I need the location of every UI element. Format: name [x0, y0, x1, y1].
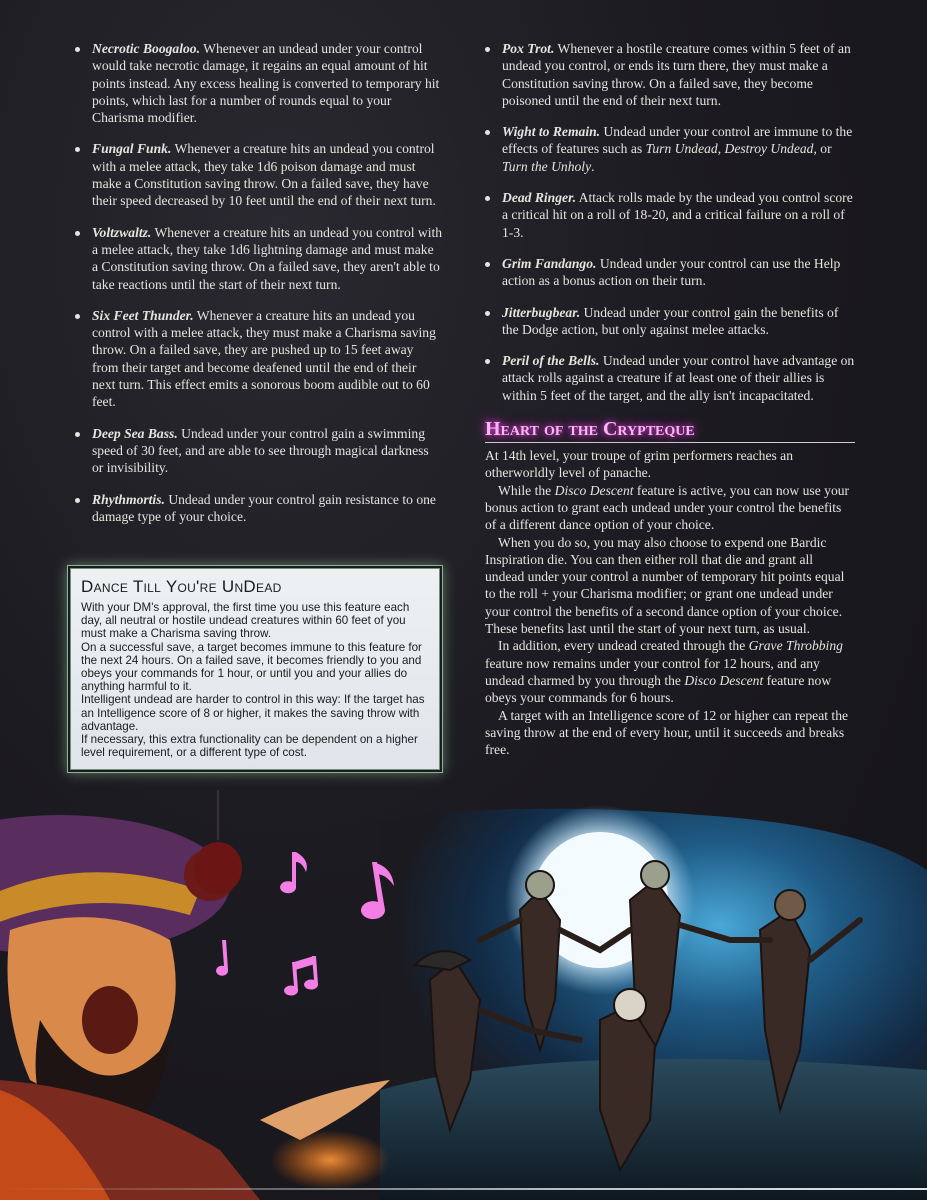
section-body: [485, 447, 855, 758]
section-paragraph: A target with an Intelligence score of 12 or higher can repeat the saving throw at the end of every hour, until it succeeds and breaks free.: [485, 707, 849, 758]
sidebar-box: [70, 568, 440, 770]
section-paragraph: While the Disco Descent feature is active, you can now use your bonus action to grant each undead under your control the benefits of a different dance option of your choice.: [485, 482, 850, 533]
page-footer-rule: [0, 1188, 927, 1190]
feature-deep-sea-bass: Deep Sea Bass. Undead under your control gain a swimming speed of 30 feet, and are able to see through magical darkness or invisibility.: [75, 425, 443, 477]
feature-wight-to-remain: Wight to Remain. Undead under your control are immune to the effects of features such as Turn Undead, Destroy Undead, or Turn the Unholy.: [485, 123, 855, 175]
feature-rhythmortis: Rhythmortis. Undead under your control gain resistance to one damage type of your choice.: [75, 491, 443, 526]
section-paragraph: In addition, every undead created through the Grave Throbbing feature now remains under your control for 12 hours, and any undead charmed by you through the Disco Descent feature now obeys your commands for 6 hours.: [485, 638, 843, 706]
left-feature-list: [75, 40, 443, 525]
sidebar-paragraph: On a successful save, a target becomes immune to this feature for the next 24 hours. On a failed save, it becomes friendly to you and obeys your commands for 1 hour, or until you and your allies do anything harmful to it.: [81, 640, 422, 694]
sidebar-paragraph: Intelligent undead are harder to control in this way: If the target has an Intelligence score of 8 or higher, it makes the saving throw with advantage.: [81, 693, 425, 733]
heading-divider: [485, 442, 855, 443]
sidebar-paragraph: If necessary, this extra functionality can be dependent on a higher level requirement, or a different type of cost.: [81, 733, 418, 760]
left-column: [75, 40, 443, 539]
music-note-icon: [216, 852, 394, 996]
section-paragraph: When you do so, you may also choose to expend one Bardic Inspiration die. You can then either roll that die and grant all undead under your control a number of temporary hit points equal to the roll + your Charisma modifier; or grant one undead under your control the benefits of a second dance option of your choice. These benefits last until the start of your next turn, as usual.: [485, 534, 845, 637]
feature-necrotic-boogaloo: Necrotic Boogaloo. Whenever an undead under your control would take necrotic damage, it regains an equal amount of hit points instead. Any excess healing is converted to temporary hit points, which last for a number of rounds equal to your Charisma modifier.: [75, 40, 443, 126]
feature-dead-ringer: Dead Ringer. Attack rolls made by the undead you control score a critical hit on a roll of 18-20, and a critical failure on a roll of 1-3.: [485, 189, 855, 241]
sidebar-title: Dance Till You're UnDead: [81, 577, 282, 596]
feature-peril-of-the-bells: Peril of the Bells. Undead under your control have advantage on attack rolls against a creature if at least one of their allies is within 5 feet of the target, and the ally isn't incapacitated.: [485, 352, 855, 404]
feature-fungal-funk: Fungal Funk. Whenever a creature hits an undead you control with a melee attack, they take 1d6 poison damage and must make a Constitution saving throw. On a failed save, they have their speed decreased by 10 feet until the end of their next turn.: [75, 140, 443, 209]
feature-grim-fandango: Grim Fandango. Undead under your control can use the Help action as a bonus action on their turn.: [485, 255, 855, 290]
right-column: [485, 40, 855, 758]
feature-jitterbugbear: Jitterbugbear. Undead under your control gain the benefits of the Dodge action, but only against melee attacks.: [485, 304, 855, 339]
section-paragraph: At 14th level, your troupe of grim performers reaches an otherworldly level of panache.: [485, 448, 794, 481]
feature-voltzwaltz: Voltzwaltz. Whenever a creature hits an undead you control with a melee attack, they take 1d6 lightning damage and must make a Constitution saving throw. On a failed save, they aren't able to take reactions until the start of their next turn.: [75, 224, 443, 293]
feature-six-feet-thunder: Six Feet Thunder. Whenever a creature hits an undead you control with a melee attack, they must make a Charisma saving throw. On a failed save, they are pushed up to 15 feet away from their target and become deafened until the end of their next turn. This effect emits a sonorous boom audible out to 60 feet.: [75, 307, 443, 411]
feature-pox-trot: Pox Trot. Whenever a hostile creature comes within 5 feet of an undead you control, or ends its turn there, they must make a Constitution saving throw. On a failed save, they become poisoned until the end of their next turn.: [485, 40, 855, 109]
right-feature-list: [485, 40, 855, 404]
section-heading: Heart of the Crypteque: [485, 418, 695, 441]
dancing-skeletons-illustration: [0, 790, 927, 1200]
sidebar-paragraph: With your DM's approval, the first time you use this feature each day, all neutral or hostile undead creatures within 60 feet of you must make a Charisma saving throw.: [81, 601, 410, 641]
